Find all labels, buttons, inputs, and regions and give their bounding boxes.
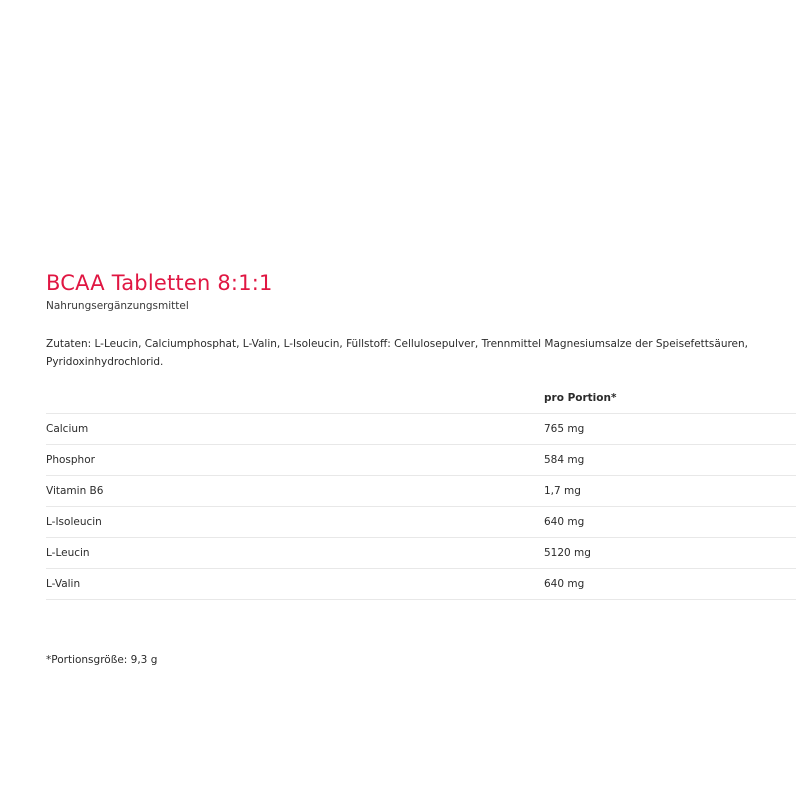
table-row	[46, 476, 796, 507]
product-info	[46, 268, 796, 600]
per-portion-column-header: pro Portion*	[544, 392, 617, 404]
nutrition-table	[46, 383, 796, 600]
nutrient-value: 1,7 mg	[544, 476, 796, 507]
nutrient-name: Phosphor	[46, 445, 544, 476]
table-row	[46, 507, 796, 538]
nutrient-name: L-Valin	[46, 569, 544, 600]
ingredients-text: Zutaten: L-Leucin, Calciumphosphat, L-Valin, L-Isoleucin, Füllstoff: Cellulosepulver, Trennmittel Magnesiumsalze der Speisefettsäuren, Pyridoxinhydrochlorid.	[46, 338, 749, 368]
table-row	[46, 538, 796, 569]
nutrient-column-header	[46, 383, 544, 414]
nutrient-name: Vitamin B6	[46, 476, 544, 507]
nutrient-value: 765 mg	[544, 414, 796, 445]
product-title: BCAA Tabletten 8:1:1	[46, 271, 273, 295]
nutrient-name: L-Isoleucin	[46, 507, 544, 538]
nutrient-name: L-Leucin	[46, 538, 544, 569]
table-row	[46, 569, 796, 600]
nutrient-value: 640 mg	[544, 569, 796, 600]
portion-size-footnote: *Portionsgröße: 9,3 g	[46, 654, 158, 666]
product-subtitle: Nahrungsergänzungsmittel	[46, 300, 189, 312]
nutrient-value: 584 mg	[544, 445, 796, 476]
table-header-row	[46, 383, 796, 414]
nutrient-name: Calcium	[46, 414, 544, 445]
table-row	[46, 414, 796, 445]
nutrient-value: 640 mg	[544, 507, 796, 538]
nutrient-value: 5120 mg	[544, 538, 796, 569]
table-row	[46, 445, 796, 476]
